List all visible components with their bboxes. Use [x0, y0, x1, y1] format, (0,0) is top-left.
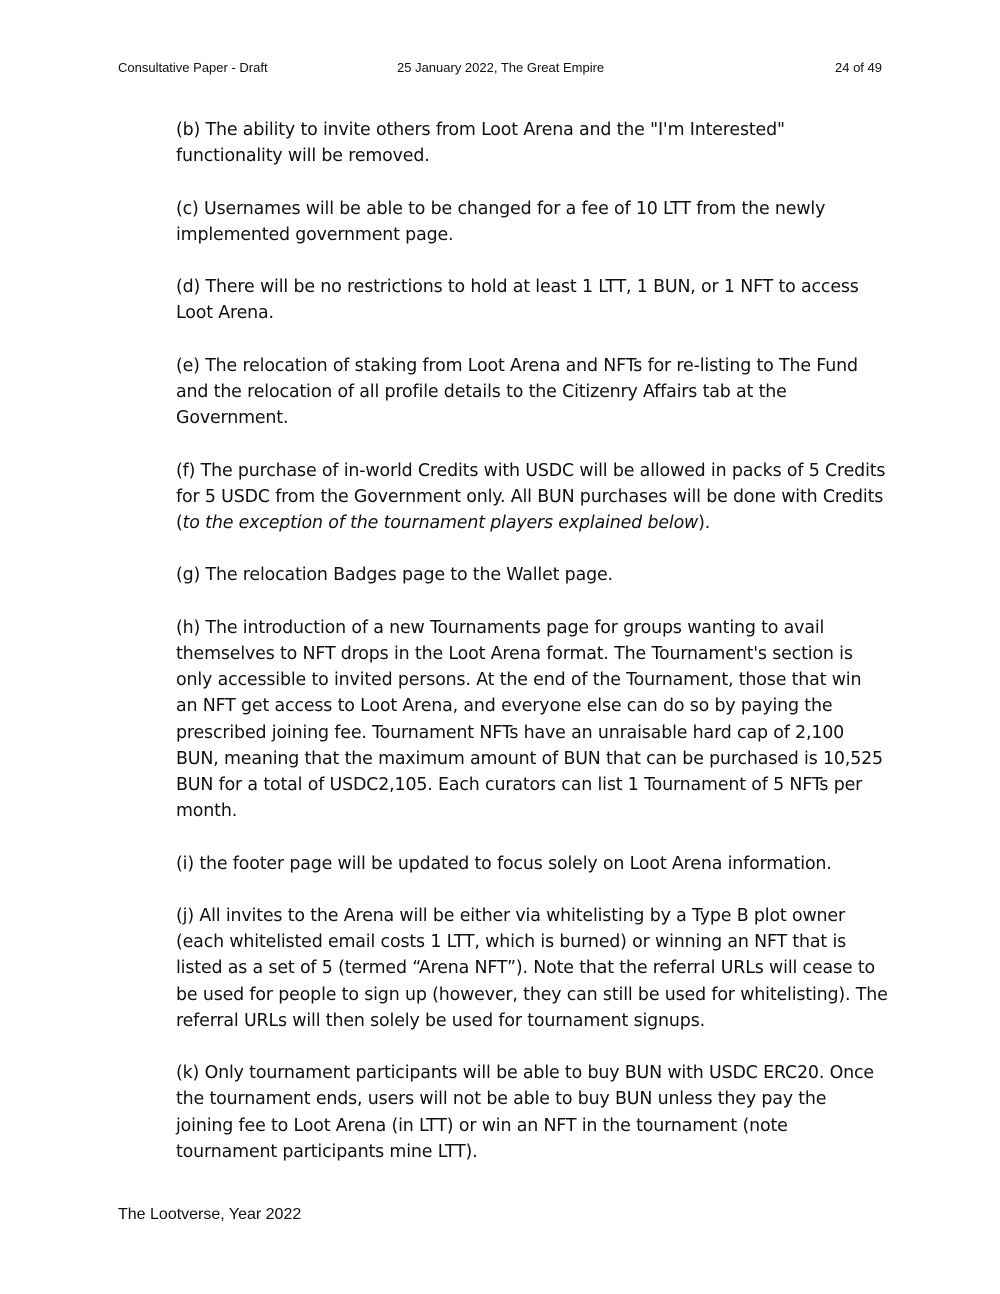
- page-header: [118, 60, 882, 78]
- header-date-location: 25 January 2022, The Great Empire: [397, 60, 605, 75]
- header-document-title: Consultative Paper - Draft: [118, 60, 268, 75]
- paragraph-f-italic: to the exception of the tournament players explained below: [182, 512, 699, 533]
- paragraph-f-end: ).: [698, 512, 711, 533]
- paragraph-k: (k) Only tournament participants will be able to buy BUN with USDC ERC20. Once the tournament ends, users will not be able to buy BUN unless they pay the joining fee to Loot Arena (in LTT) or win an NFT in the tournament (note tournament participants mine LTT).: [176, 1063, 874, 1162]
- paragraph-j: (j) All invites to the Arena will be either via whitelisting by a Type B plot owner (each whitelisted email costs 1 LTT, which is burned) or winning an NFT that is listed as a set of 5 (termed “Arena NFT”). Note that the referral URLs will cease to be used for people to sign up (however, they can still be used for whitelisting). The referral URLs will then solely be used for tournament signups.: [176, 905, 888, 1031]
- paragraph-f-text: (f) The purchase of in-world Credits with USDC will be allowed in packs of 5 Credits for 5 USDC from the Government only. All BUN purchases will be done with Credits (: [176, 460, 886, 533]
- paragraph-h: (h) The introduction of a new Tournaments page for groups wanting to avail themselves to NFT drops in the Loot Arena format. The Tournament's section is only accessible to invited persons. At the end of the Tournament, those that win an NFT get access to Loot Arena, and everyone else can do so by paying the prescribed joining fee. Tournament NFTs have an unraisable hard cap of 2,100 BUN, meaning that the maximum amount of BUN that can be purchased is 10,525 BUN for a total of USDC2,105. Each curators can list 1 Tournament of 5 NFTs per month.: [176, 617, 883, 822]
- page-footer: The Lootverse, Year 2022: [118, 1206, 302, 1223]
- paragraph-f: [176, 458, 888, 537]
- header-page-number: 24 of 49: [835, 60, 882, 75]
- paragraph-g: (g) The relocation Badges page to the Wallet page.: [176, 565, 613, 586]
- paragraph-b: (b) The ability to invite others from Loot Arena and the "I'm Interested" functionality will be removed.: [176, 120, 785, 167]
- paragraph-c: (c) Usernames will be able to be changed for a fee of 10 LTT from the newly implemented government page.: [176, 198, 826, 245]
- paragraph-e: (e) The relocation of staking from Loot Arena and NFTs for re-listing to The Fund and the relocation of all profile details to the Citizenry Affairs tab at the Government.: [176, 355, 858, 429]
- paragraph-d: (d) There will be no restrictions to hold at least 1 LTT, 1 BUN, or 1 NFT to access Loot Arena.: [176, 277, 859, 324]
- document-body: [176, 117, 888, 1191]
- paragraph-i: (i) the footer page will be updated to focus solely on Loot Arena information.: [176, 853, 832, 874]
